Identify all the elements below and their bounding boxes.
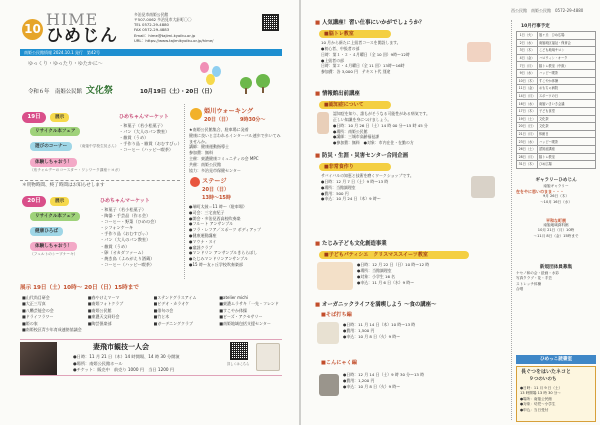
text-line: ●対象：小学生 16 名 [357,273,396,279]
qr-caption: 詳しくはこちら [227,362,250,366]
list-item: ・コーヒー（ハッピー喫茶） [100,261,155,267]
column-divider [511,20,512,420]
walking-line: 参加費：無料 [189,150,213,156]
text-line: 日時：第２・４月曜日（全 11 回）13時～16時 [321,63,405,69]
masthead-latin-title: HIME [46,10,99,29]
concert-line: ●日時：11 月 21 日（木）14 時開場、14 時 30 分開演 [73,354,180,359]
concert-panel [20,339,282,376]
noodle-illustration [317,322,339,344]
booth-item: ■ビーズ・アクセサリー [219,314,263,320]
calendar-date: 28日（月） [517,153,538,161]
issue-badge: 10 [22,19,43,40]
reading-line: ●対象：幼児～小学生 [520,402,556,407]
calendar-event: ハッピー喫茶 [538,69,596,77]
masthead-contact [134,12,274,43]
calendar-event: 脳トレ教室 [538,153,596,161]
history-line: ～11月 8日（金）15時まで [533,233,579,238]
market2-title: ひめちゃんマーケット [100,198,150,204]
concert-details [73,354,180,374]
booth-item: ■春やけえマーマ [87,295,120,300]
stage-item: ●健康運動講座 [189,232,217,238]
brain-illustration [467,42,491,62]
calendar-row [517,69,596,77]
left-page [0,0,299,425]
day19-tag-play-note: （南姫中学校生徒さん） [78,144,119,148]
gallery-line: 9月 26日（木） [543,194,569,199]
contact-line: Email：hime@tajimi-kyoiku.or.jp [134,32,196,38]
section-text [333,111,493,146]
calendar-event: ハッピー喫茶 [538,138,596,146]
day19-tag-play: 遊びのコーナー [30,142,72,151]
booth-item: ■姫の家 [22,320,38,326]
section-text [321,173,471,202]
stage-item: ●開会・多治見西高校吹奏楽 [189,215,241,221]
history-title: 平和な町展 [546,218,566,223]
booth-item: ■南姫フォトクラブ [87,301,124,307]
kids-illustration [317,262,353,290]
section-title: ■ 防災・生涯・災害センター合同企画 [315,153,408,160]
gallery-line: 在をやに思いのまま・・・ [516,189,564,195]
masthead-bar: 南姫公民館情報 2024.10.1 発行 第42号 [20,49,282,56]
section-text [357,262,497,285]
contact-line: TEL 0572-29-4880 [134,22,169,28]
text-line: ●日時：11 月 14 日（木）10 時～13 時 [343,322,416,327]
booth-item: ■山代尚目研会 [22,295,50,300]
stage-item: ●童謡クラブ [189,244,213,250]
booth-item: ■東濃天文同好会 [87,314,120,320]
calendar-row [517,115,596,123]
day20-tag-workshop: 体験しちゃおう！ [30,242,77,251]
reading-event-box [516,366,596,422]
calendar-event: スポーツの日 [538,92,596,100]
calendar-event: 南姫地区福祉・保育会 [538,39,596,47]
calendar-event: 姫ヶ丘 ひめ広場 [538,32,596,40]
festival-title [28,86,113,97]
booth-item: ■南姫地域包括支援センター [219,320,271,326]
booth-item: ■八幡芸能会の会 [22,307,54,313]
booth-item: ■すこやか体操 [219,307,248,313]
booth-item: ■竹と木 [153,314,170,320]
stage-item: ●マンドリン アンサンブルきららぼし [189,250,258,256]
list-item: ・雑貨（うめ） [119,135,149,141]
day20-badge: 20日 [22,196,46,207]
booth-item: ■atelier michi [219,295,248,300]
bring-note: ＊買物時間、終了時間はお知らせします [22,183,105,188]
text-line: ●申込：10 月 8 日（火）9 時～ [343,383,401,389]
text-line: ●費用：1,500 円 [343,327,375,333]
performer-photo [20,342,57,375]
calendar-title: 10月行事予定 [521,24,550,29]
stage-time: 13時～15時 [202,195,231,201]
calendar-date: 11日（金） [517,85,538,93]
booth-item: ■ステンドグラスアイム [153,295,197,300]
gallery-line: ～10月 16日（水） [540,199,572,204]
reading-details [520,386,594,413]
calendar-body [517,32,596,169]
calendar-event: 南姫いきいき会議 [538,100,596,108]
calendar-event: こども地域サロン [538,47,596,55]
booth-item: ■東濃ムラサキ「一先・フレンド [219,301,279,307]
text-line: 参加費：各 3,000 円 テキスト代 別途 [321,69,391,75]
text-line: ●場所：南姫公民館 [333,128,368,134]
market1-title: ひめちゃんマーケット [119,114,169,120]
calendar-date: 1日（火） [517,32,538,40]
calendar-event: 認知症講座 [538,145,596,153]
calendar-row [517,32,596,40]
calendar-row [517,85,596,93]
booth-item: ■大正三写真 [22,301,46,307]
stage-item: ●フラ・レフア／スポーツ ボディアップ [189,227,262,233]
text-line: 認知症を知り、誰もがそうなる可能性がある病気です。 [333,111,430,116]
calendar-event: 文化祭 [538,115,596,123]
masthead-title: ひめじん [46,26,118,46]
calendar-event: 文化祭 [538,123,596,131]
day20-tag-health: 健康ひろば [30,227,63,236]
history-box [516,218,596,239]
course-subtitle: ■そば打ち編 [321,312,352,318]
right-page [301,0,600,425]
text-line: ●費用：1,200 円 [343,377,375,383]
calendar-row [517,39,596,47]
calendar-event: すこやか体操 [538,77,596,85]
balloon-icon [206,74,215,85]
text-line: ●費用：500 円 [321,190,349,196]
section-title: ■ 人気講座！習い仕事にいかがでしょうか？ [315,20,424,27]
festival-prefix: 令和６年 南姫公民館 [28,89,82,95]
calendar-event: 子ども食堂 [538,107,596,115]
list-item: ・和菓子（若小松菓子） [100,207,147,212]
reading-subtitle: ９つのいのち [529,377,557,382]
calendar-event: ハロウィン・オーク [538,54,596,62]
text-line: ●参加費：無料 ●対象：市内在住・在勤の方 [333,140,414,146]
text-line: ●日時：10 月 26 日（土）14 時 00 分～15 時 45 分 [333,122,428,128]
tree-trunk [262,87,264,93]
page-header: 西公民館 南姫公民館 0572-29-4880 [511,8,584,13]
calendar-row [517,77,596,85]
walking-time: 9時30分～ [240,117,266,123]
calendar-row [517,100,596,108]
walking-date: 20日（日） [204,117,231,123]
stage-program [189,204,285,268]
list-item: ・手作り品（おむすびぃ） [100,231,151,237]
reading-room-tab: ひめっこ読書室 [516,355,596,364]
calendar-date: 21日（月） [517,130,538,138]
stage-title: ステージ [202,178,227,185]
booths-title: 展示 19日（土）10時～ 20日（日）15時まで [20,285,139,291]
calendar-row [517,47,596,55]
calendar-event: 休館日 [538,130,596,138]
contact-line[interactable]: URL：https://www.tajimikyoiku.or.jp/hime/ [134,37,214,43]
list-item: ・手作り品・雑貨（おむすびぃ） [119,141,182,147]
calendar-date: 16日（水） [517,100,538,108]
stage-item: ●フルート アンサンブル [189,221,234,227]
history-line: 南姫地域資料館 [543,223,569,227]
course-banner: ■脳トレ教室 [319,30,391,38]
organizations-line: 写真クラブ・花・手芸 [516,276,552,281]
concert-line: ●チケット：販売中 前売り 1000 円 当日 1200 円 [73,367,175,372]
text-line: ●場所：当館調理室 [357,267,392,273]
contact-line: FAX 0572-29-4883 [134,27,170,33]
section-title: ■ 情報館出前講座 [315,91,360,98]
section-text [321,40,491,75]
list-item: ・焼き鳥（よみがえり酒蔵） [100,255,155,261]
stove-illustration [471,176,495,198]
reading-title: 長ぐつをはいたネコと [521,369,572,375]
walking-line: 講師：健康運動指導士 [189,144,229,150]
text-line: ●申込：11 月 6 日（水）9 時～ [357,279,415,285]
section-text [343,372,493,390]
section-title: ■ たじみ子ども文化創造事業 [315,241,387,248]
course-banner: ■子どもパティシエ クリスマススイーツ教室 [319,251,469,259]
text-line: ●日時：12 月 14 日（土）9 時 30 分～13 時 [343,372,425,377]
calendar-row [517,153,596,161]
stage-item: ●マウナ・ヌイ [189,238,217,244]
reading-line: ●申込：当日受付 [520,407,549,412]
calendar-date: 2日（水） [517,39,538,47]
walking-line: 健康に良いと言われるインターバル速歩で歩いてみませんか。 [189,132,281,144]
calendar-row [517,107,596,115]
list-item: ・パン（大人のパン教室） [119,129,170,135]
booth-item: ■ドライフラワー [22,314,54,320]
calendar-row [517,130,596,138]
section-text [343,322,493,340]
day19-tag-recycle: リサイクル本フェア [30,127,80,136]
text-line: ●場所：当館調理室 [321,184,356,190]
calendar-date: 23日（水） [517,138,538,146]
list-item: ・和菓子（若小松菓子） [119,123,166,128]
list-item: ・パン（大人のパン教室） [100,237,151,243]
day19-tag-workshop-note: （布チャルデーのコースター・ワンワーク講座＋ヨガ） [30,168,122,172]
walker-icon [190,108,202,120]
festival-name: 文化祭 [85,86,113,96]
stage-item: ●瑞町太鼓＝11 時～（駐車場） [189,204,247,209]
list-item: ・陶器・手芸品（作る会） [100,213,151,219]
organizations-line: 合唱 [516,286,524,291]
column-divider [184,104,185,279]
qr-code-icon[interactable] [230,342,248,360]
calendar-date: 10日（木） [517,77,538,85]
text-line: ●日時：12 月 7 日（土）9 時～13 時 [321,178,389,184]
list-item: ・卵（オカダファーム） [100,249,146,255]
calendar-date: 17日（木） [517,107,538,115]
booth-item: ■ガーデニングクラブ [153,320,194,326]
booth-item: ■南姫公民館 [87,307,112,313]
contact-line: 多治見市南姫公民館 [134,12,169,17]
market2-list [100,207,158,268]
walking-line: 主催：東濃健康コミュニティの会 MPC [189,155,259,161]
course-banner: ■認知症について [319,101,391,109]
walking-title: 姫川ウォーキング [204,108,254,115]
tree-trunk [245,88,247,94]
calendar-row [517,123,596,131]
calendar-row [517,92,596,100]
list-item: ・雑貨（うめ） [100,243,130,249]
section-title: ■ オーガニックライフを満喫しよう ～食の講座～ [315,302,436,309]
festival-dates: 10月19日（土）・20日（日） [140,89,216,95]
stage-date: 20日（日） [202,187,229,193]
qr-code-icon[interactable] [262,14,279,31]
text-line: ●日時：12 月 22 日（日）10 時～12 時 [357,262,430,267]
calendar-date: 14日（月） [517,92,538,100]
reading-line: ●日時：11 月 9 日（土） [520,386,563,390]
organizations-title: 新規団体員募集 [539,265,573,270]
list-item: ・コーヒー（ハッピー喫茶） [119,147,174,153]
stage-item: ●15 時～友ヶ丘学校吹奏楽部 [189,261,243,267]
day19-tag-workshop: 体験しちゃおう！ [30,158,77,167]
walking-line: 協力：多治見市保健センター [189,167,241,173]
calendar-row [517,62,596,70]
booth-item: ■南姫校区青少年育成連絡協議会 [22,326,82,332]
reading-line: ●場所：南姫公民館 [520,396,552,401]
reading-line: 13 時開場 13 時 30 分～ [520,391,561,396]
calendar-date: 7日（月） [517,62,538,70]
calendar-date: 4日（金） [517,54,538,62]
calendar-row [517,138,596,146]
calendar-date: 9日（水） [517,69,538,77]
market1-list [119,123,182,153]
history-line: 10月 21日（月）10時 [537,228,575,233]
star-icon [190,177,200,187]
day20-tag-exhibit: 展示 [50,197,69,206]
organizations-line: ストレッチ体操 [516,281,542,286]
stage-item: ●たじみマンドリンアンサンブル [189,256,248,262]
text-line: ●初心者、中級者の部 [321,45,360,51]
text-line: 日時：第１・２・４月曜日（全 10 回）9時～12時 [321,51,410,57]
calendar-date: 26日（土） [517,145,538,153]
booths-grid [22,295,282,332]
day19-tag-exhibit: 展示 [50,113,69,122]
konjac-illustration [319,374,339,396]
calendar-row [517,145,596,153]
text-line: ●講師：三城市高齢福祉課 [333,134,380,140]
stage-item: ●司会：三宅由紀子 [189,209,225,215]
concert-title: 妻飛市観技一人会 [93,343,149,351]
booth-item: ■ビデオ・カラオケ [153,301,190,307]
text-line: ●申込：10 月 24 日（木）9 時～ [321,196,381,202]
course-subtitle: ■こんにゃく編 [321,360,357,366]
sponsor-logo [256,343,280,371]
section-divider [20,180,180,181]
event-calendar [516,31,596,169]
calendar-row [517,54,596,62]
calendar-row [517,161,596,169]
contact-line: 〒507-0062 多治見市大針町〇〇 [134,17,192,23]
day20-tag-workshop-note: （フェルトのシープケーキ） [30,252,78,256]
day20-tag-recycle: リサイクル本フェア [30,212,80,221]
text-line: ●上級者の部 [321,57,344,63]
walking-line: ★南姫公民館集合、駐車場に発着 [189,127,249,132]
calendar-event: ひめ広場 [538,161,596,169]
balloon-icon [200,62,209,73]
calendar-date: 3日（木） [517,47,538,55]
organizations-box [516,265,596,292]
tagline: ゆっくり・ゆったり・ゆたかに～ [28,61,103,67]
calendar-event: 脳トレ教室（中級） [538,62,596,70]
text-line: サバイバルの知恵と技術を磨くワークショップです。 [321,173,414,178]
text-line: 10 月から新たに上級者コースを開設します。 [321,40,401,45]
text-line: 正しい知識を身につけましょう。 [333,116,392,122]
booth-item: ■陶芸倶楽部 [87,320,112,326]
walking-line: 共催：南姫公民館 [189,161,221,167]
gallery-group: 南姫ギャラリー [543,183,569,188]
concert-line: ●場所：南姫公民館ホール [73,360,123,366]
list-item: ・コーヒー・野菜（ひめの会） [100,219,159,225]
course-banner: ■非常食作り [319,163,391,171]
gallery-box [516,178,596,205]
organizations-line: ケセノ和の会・絵画・水彩 [516,270,560,275]
calendar-date: 31日（木） [517,161,538,169]
booth-item: ■俳句の会 [153,307,174,313]
list-item: ・シフォンケーキ [100,225,134,231]
calendar-date: 20日（日） [517,123,538,131]
text-line: ●申込：10 月 8 日（火）9 時～ [343,333,401,339]
tree-icon [256,74,270,88]
gallery-title: ギャラリーひめじん [535,178,577,183]
calendar-date: 19日（土） [517,115,538,123]
calendar-event: おもちゃ病院 [538,85,596,93]
walking-details [189,127,282,173]
doctor-illustration [317,112,329,134]
day19-badge: 19日 [22,112,46,123]
